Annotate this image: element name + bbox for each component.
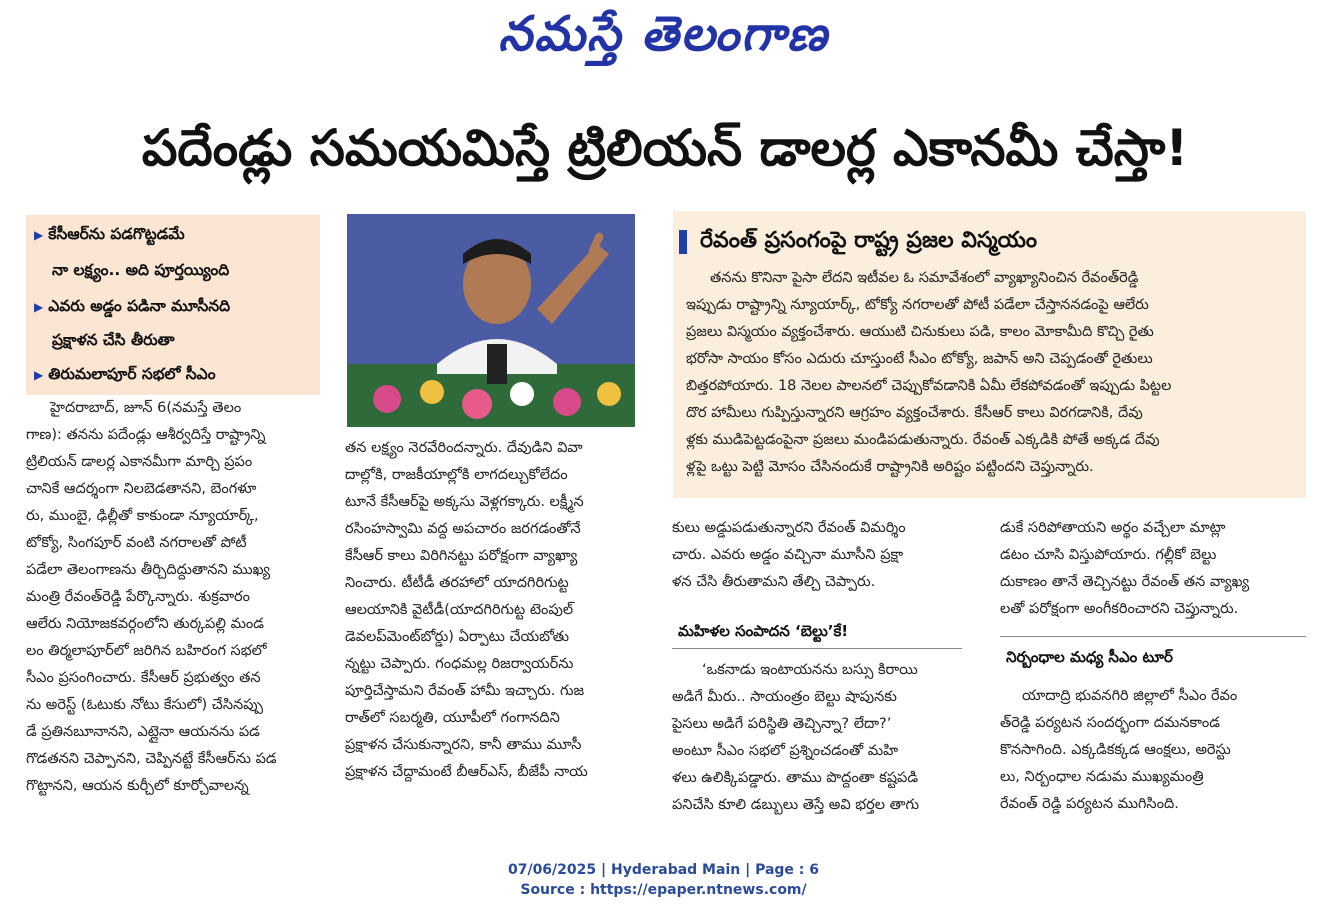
divider [1000,636,1306,637]
highlight-item: ▶ ఎవరు అడ్డం పడినా మూసీనది [34,297,231,315]
text-line: లతో పరోక్షంగా అంగీకరించారని చెప్తున్నారు. [1000,601,1239,617]
article-column-1 [26,400,326,830]
triangle-bullet-icon: ▶ [34,228,44,242]
text-line: గొడతనని చెప్పానని, చెప్పినట్టే కేసీఆర్‌ను పడ [26,751,277,767]
sidebar-marker [679,230,687,254]
text-line: పైసలు అడిగే పరిస్థితి తెచ్చిన్నా? లేదా?’ [672,716,892,732]
text-line: రసింహస్వామి వద్ద అపచారం జరగడంతోనే [345,521,581,537]
highlight-item: నా లక్ష్యం.. అది పూర్తయ్యింది [52,261,230,279]
footer-date-line: 07/06/2025 | Hyderabad Main | Page : 6 [507,862,820,878]
text-line: త్‌రెడ్డి పర్యటన సందర్భంగా దమనకాండ [1000,715,1220,731]
text-line: టోక్యో, సింగపూర్ వంటి నగరాలతో పోటీ [26,535,247,551]
text-line: కేసీఆర్ కాలు విరిగినట్టు పరోక్షంగా వ్యాఖ్యా [345,548,578,564]
highlight-item: ▶ తిరుమలాపూర్ సభలో సీఎం [34,365,216,383]
text-line: కులు అడ్డుపడుతున్నారని రేవంత్ విమర్శిం [672,520,906,536]
text-line: ప్రక్షాళన చేద్దామంటే బీఆర్ఎస్, బీజేపీ నాయ [345,764,588,780]
triangle-bullet-icon: ▶ [34,368,44,382]
text-line: పడేలా తెలంగాణను తీర్చిదిద్దుతానని ముఖ్య [26,562,271,578]
subheading: నిర్బంధాల మధ్య సీఎం టూర్ [1006,648,1173,666]
text-line: పూర్తిచేస్తామని రేవంత్ హామీ ఇచ్చారు. గుజ [345,683,585,699]
text-line: ళన చేసి తీరుతామని తేల్చి చెప్పారు. [672,574,876,590]
text-line: లం తిర్మలాపూర్‌లో జరిగిన బహిరంగ సభలో [26,643,267,659]
text-line: ప్రజలు విస్మయం వ్యక్తంచేశారు. ఆయుటి చినుకులు పడి, కాలం మోకామీది కొచ్చి రైతు [686,324,1154,340]
text-line: నించారు. టీటీడీ తరహాలో యాదగిరిగుట్ట [345,575,569,591]
text-line: డెవలప్‌మెంట్‌బోర్డు) ఏర్పాటు చేయబోతు [345,629,570,645]
sidebar-body [686,270,1301,495]
text-line: రేవంత్ రెడ్డి పర్యటన ముగిసింది. [1000,796,1179,812]
text-line: దాల్లోకి, రాజకీయాల్లోకి లాగదల్చుకోలేదం [345,467,568,483]
text-line: న్నట్టు చెప్పారు. గంధమల్ల రిజర్వాయర్‌ను [345,656,574,672]
text-line: సీఎం ప్రసంగించారు. కేసీఆర్ ప్రభుత్వం తన [26,670,261,686]
text-line: దొర హామీలు గుప్పిస్తున్నారని ఆగ్రహం వ్యక్తంచేశారు. కేసీఆర్ కాలు విరగడానికి, దేవు [686,405,1143,421]
text-line: పనిచేసి కూలి డబ్బులు తెస్తే అవి భర్తల తాగు [672,797,919,813]
text-line: గాణ): తనను పదేండ్లు ఆశీర్వదిస్తే రాష్ట్రాన్ని [26,427,266,443]
text-line: లు, నిర్బంధాల నడుమ ముఖ్యమంత్రి [1000,769,1204,785]
text-line: బిత్తరపోయారు. 18 నెలల పాలనలో చెప్పుకోవడానికి ఏమీ లేకపోవడంతో ఇప్పుడు పిట్టల [686,378,1172,394]
article-column-4 [1000,520,1310,830]
text-line: ళలు ఉలిక్కిపడ్డారు. తాము పొద్దంతా కష్టపడి [672,770,919,786]
article-column-3 [672,520,982,830]
highlight-item: ప్రక్షాళన చేసి తీరుతా [52,331,175,349]
text-line: హైదరాబాద్, జూన్ 6(నమస్తే తెలం [50,400,242,416]
text-line: డుకే సరిపోతాయని అర్థం వచ్చేలా మాట్లా [1000,520,1226,536]
text-line: తన లక్ష్యం నెరవేరిందన్నారు. దేవుడిని వివా [345,440,583,456]
text-line: అడిగే మీరు.. సాయంత్రం బెల్టు షాపునకు [672,689,897,705]
text-line: ఆలేరు నియోజకవర్గంలోని తుర్కపల్లి మండ [26,616,265,632]
text-line: భరోసా సాయం కోసం ఎదురు చూస్తుంటే సీఎం టోక్యో, జపాన్ అని చెప్పడంతో రైతులు [686,351,1153,367]
highlight-item: ▶ కేసీఆర్‌ను పడగొట్టడమే [34,225,185,243]
text-line: ళ్లపై ఒట్టు పెట్టి మోసం చేసినందుకే రాష్ట్రానికి అరిష్టం పట్టిందని చెప్తున్నారు. [686,459,1094,475]
text-line: ళ్లకు ముడిపెట్టడంపైనా ప్రజలు మండిపడుతున్నారు. రేవంత్ ఎక్కడికి పోతే అక్కడ దేవు [686,432,1160,448]
text-line: ప్రక్షాళన చేసుకున్నారని, కానీ తాము మూసీ [345,737,582,753]
text-line: రు, ముంబై, ఢిల్లీతో కాకుండా న్యూయార్క్, [26,508,259,524]
text-line: అంటూ సీఎం సభలో ప్రశ్నించడంతో మహి [672,743,899,759]
text-line: దుకాణం తానే తెచ్చినట్టు రేవంత్ తన వ్యాఖ్య [1000,574,1250,590]
text-line: మంత్రి రేవంత్‌రెడ్డి పేర్కొన్నారు. శుక్రవారం [26,589,250,605]
sidebar-title: రేవంత్ ప్రసంగంపై రాష్ట్ర ప్రజల విస్మయం [700,228,1038,253]
text-line: ట్రిలియన్ డాలర్ల ఎకానమీగా మార్చి ప్రపం [26,454,253,470]
subheading: మహిళల సంపాదన ‘బెల్టు’కే! [678,622,849,640]
text-line: యాదాద్రి భువనగిరి జిల్లాలో సీఎం రేవం [1022,688,1238,704]
divider [672,648,962,649]
article-column-2 [345,440,645,830]
text-line: ‘ఒకనాడు ఇంటాయనను బస్సు కిరాయి [702,662,918,678]
triangle-bullet-icon: ▶ [34,300,44,314]
page-headline: పదేండ్లు సమయమిస్తే ట్రిలియన్ డాలర్ల ఎకానమీ చేస్తా! [141,119,1189,177]
text-line: చానికే ఆదర్శంగా నిలబెడతానని, బెంగళూ [26,481,257,497]
text-line: ఇప్పుడు రాష్ట్రాన్ని న్యూయార్క్, టోక్యో నగరాలతో పోటీ పడేలా చేస్తాననడంపై ఆలేరు [686,297,1149,313]
highlights-box [26,215,320,395]
text-line: చారు. ఎవరు అడ్డం వచ్చినా మూసీని ప్రక్షా [672,547,904,563]
text-line: టూనే కేసీఆర్‌పై అక్కసు వెళ్లగక్కారు. లక్ష్మీన [345,494,584,510]
cm-speech-photo [347,214,635,427]
footer-source-line: Source : https://epaper.ntnews.com/ [520,882,807,898]
text-line: కొనసాగింది. ఎక్కడికక్కడ ఆంక్షలు, అరెస్టు [1000,742,1231,758]
text-line: రాత్‌లో సబర్మతి, యూపీలో గంగానదిని [345,710,560,726]
text-line: గొట్టానని, ఆయన కుర్చీలో కూర్చోవాలన్న [26,778,249,794]
text-line: తనను కొనినా పైసా లేదని ఇటీవల ఓ సమావేశంలో వ్యాఖ్యానించిన రేవంత్‌రెడ్డి [710,270,1139,286]
masthead-logo: నమస్తే తెలంగాణ [498,6,829,62]
text-line: డే ప్రతినబూనానని, ఎట్లైనా ఆయనను పడ [26,724,260,740]
text-line: ను అరెస్ట్ (ఓటుకు నోటు కేసులో) చేసినప్పు [26,697,264,713]
text-line: ఆలయానికి వైటీడీ(యాదగిరిగుట్ట టెంపుల్ [345,602,574,618]
text-line: డటం చూసి విస్తుపోయారు. గల్లీకో బెల్టు [1000,547,1217,563]
